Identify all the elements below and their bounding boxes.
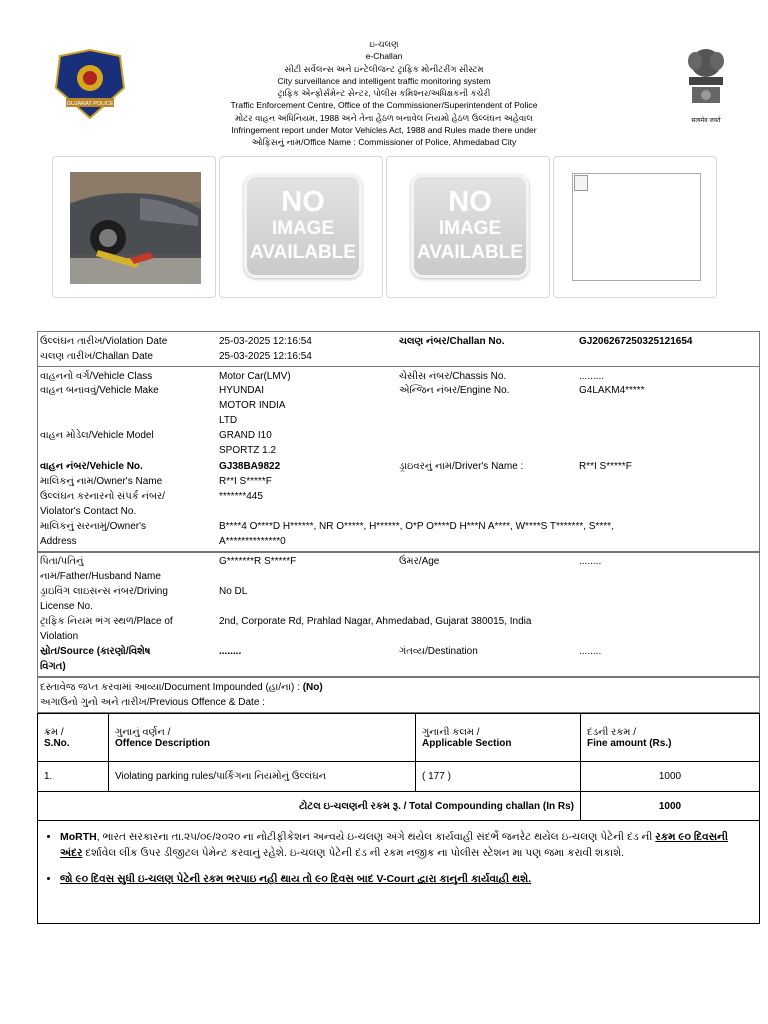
offence-description: Violating parking rules/પાર્કિંગના નિયમોનું ઉલ્લંઘન (109, 762, 416, 792)
challan-no-value: GJ206267250325121654 (579, 336, 693, 347)
col-fine-header: Fine amount (Rs.) (587, 737, 672, 749)
vehicle-make-value: HYUNDAI (219, 385, 265, 396)
father-name-label: પિતા/પતિનું (40, 556, 84, 567)
owner-name-value: R**I S*****F (219, 476, 272, 487)
challan-date-label: ચલણ તારીખ/Challan Date (40, 351, 153, 362)
col-sno-header: S.No. (44, 737, 70, 749)
chassis-value: ......... (579, 371, 605, 382)
driver-name-value: R**I S*****F (579, 461, 632, 472)
evidence-image-2 (219, 156, 383, 298)
note-deadline: રકમ ૯૦ દિવસની અંદર (60, 831, 729, 859)
age-value: ........ (579, 556, 602, 567)
vehicle-model-label: વાહન મોડેલ/Vehicle Model (40, 430, 154, 441)
document-impounded-label: દસ્તાવેજ જપ્ત કરવામાં આવ્યા/Document Impounded (હા/ના) : (40, 682, 300, 693)
total-value: 1000 (581, 792, 760, 821)
no-image-text: IMAGE (271, 218, 335, 239)
emblem-motto: सत्यमेव जयते (691, 118, 721, 124)
age-label: ઉંમર/Age (399, 556, 440, 567)
no-image-placeholder (411, 174, 529, 278)
col-desc-header: Offence Description (115, 737, 211, 749)
header-line: મોટર વાહન અધિનિયમ, 1988 અને તેના હેઠળ બનાવેલ નિયમો હેઠળ ઉલ્લંઘન અહેવાલ (235, 112, 533, 123)
note-item (60, 829, 751, 861)
no-image-placeholder (244, 174, 362, 278)
total-label: ટોટલ ઇ-ચલણની રકમ રૂ. / Total Compounding challan (In Rs) (38, 792, 581, 821)
vehicle-model-value: SPORTZ 1.2 (219, 445, 277, 456)
header-line: Traffic Enforcement Centre, Office of the Commissioner/Superintendent of Police (230, 100, 538, 111)
challan-no-label: ચલણ નંબર/Challan No. (399, 336, 505, 347)
vehicle-section (37, 366, 760, 552)
vehicle-class-label: વાહનનો વર્ગ/Vehicle Class (40, 371, 153, 382)
col-section-header: Applicable Section (422, 737, 512, 749)
no-image-text: NO (448, 186, 492, 218)
source-label: વિગત) (40, 661, 66, 672)
person-section (37, 552, 760, 677)
document-impounded-value: (No) (302, 682, 323, 693)
document-section (37, 677, 760, 713)
vehicle-make-label: વાહન બનાવવું/Vehicle Make (40, 385, 159, 396)
vehicle-model-value: GRAND I10 (219, 430, 272, 441)
offence-table-header (38, 714, 760, 762)
gujarat-police-logo-text: GUJARAT POLICE (66, 101, 114, 107)
total-row (38, 792, 760, 821)
contact-label: Violator's Contact No. (40, 506, 137, 517)
gujarat-police-logo (50, 48, 130, 120)
license-label: ડ્રાઇવિંગ લાઇસન્સ નંબર/Driving (40, 586, 168, 597)
destination-value: ........ (579, 646, 602, 657)
violation-photo (70, 172, 201, 284)
offence-table (37, 713, 760, 821)
page-header (150, 38, 618, 149)
owner-address-value: B****4 O****D H******, NR O*****, H******, O*P O****D H***N A****, W****S T*******, S****, (219, 521, 614, 532)
no-image-text: AVAILABLE (417, 242, 523, 263)
owner-address-label: Address (40, 536, 77, 547)
contact-label: ઉલ્લંઘન કરનારનો સંપર્ક નંબર/ (40, 491, 165, 502)
header-line: City surveillance and intelligent traffic monitoring system (277, 75, 491, 86)
challan-date-value: 25-03-2025 12:16:54 (219, 351, 312, 362)
vehicle-no-value: GJ38BA9822 (219, 461, 281, 472)
vehicle-class-value: Motor Car(LMV) (219, 371, 291, 382)
destination-label: ગંતવ્ય/Destination (399, 646, 478, 657)
previous-offence-label: અગાઉનો ગુનો અને તારીખ/Previous Offence & Date : (40, 697, 265, 708)
broken-image-icon (574, 175, 588, 191)
source-value: ........ (219, 646, 242, 657)
offence-section: ( 177 ) (416, 762, 581, 792)
offence-fine: 1000 (581, 762, 760, 792)
table-row (38, 762, 760, 792)
no-image-text: NO (281, 186, 325, 218)
place-label: Violation (40, 631, 79, 642)
evidence-image-3 (386, 156, 550, 298)
offence-sno: 1. (38, 762, 109, 792)
note-morth: MoRTH (60, 831, 97, 843)
col-desc-header: ગુનાનું વર્ણન / (115, 726, 171, 738)
license-value: No DL (219, 586, 248, 597)
vehicle-make-value: MOTOR INDIA (219, 400, 286, 411)
no-image-text: AVAILABLE (250, 242, 356, 263)
col-section-header: ગુનાની કલમ / (422, 726, 480, 738)
header-line: સીટી સર્વેલન્સ અને ઇન્ટેલીજન્ટ ટ્રાફિક મોનીટરીંગ સીસ્ટમ (284, 63, 484, 74)
header-line: Infringement report under Motor Vehicles Act, 1988 and Rules made there under (231, 125, 537, 136)
header-line: e-Challan (365, 51, 403, 62)
header-line: ઓફિસનું નામ/Office Name : Commissioner of Police, Ahmedabad City (251, 137, 517, 148)
source-label: સ્રોત/Source (કારણો/વિશેષ (40, 646, 151, 657)
place-label: ટ્રાફિક નિયમ ભંગ સ્થળ/Place of (40, 616, 173, 627)
owner-name-label: માલિકનું નામ/Owner's Name (40, 476, 163, 487)
violation-date-label: ઉલ્લંઘન તારીખ/Violation Date (40, 336, 168, 347)
father-name-value: G*******R S*****F (219, 556, 297, 567)
note-text: , ભારત સરકારના તા.૨૫/૦૯/૨૦૨૦ ના નોટીફીકેશન અન્વયે ઇ-ચલણ અંગે થયેલ કાર્યવાહી સંદર્ભે જનરેટ થયેલ ઇ-ચલણ પેટેની દંડ ની (96, 831, 656, 843)
engine-value: G4LAKM4***** (579, 385, 645, 396)
violation-photo-box (52, 156, 216, 298)
col-sno-header: ક્રમ / (44, 726, 64, 738)
header-line: ટ્રાફિક એન્ફોર્સમેન્ટ સેન્ટર, પોલીસ કમિશ્નર/અધિક્ષકની કચેરી (277, 88, 491, 99)
evidence-image-4 (553, 156, 717, 298)
place-value: 2nd, Corporate Rd, Prahlad Nagar, Ahmedabad, Gujarat 380015, India (219, 616, 532, 627)
note-text: દર્શાવેલ લીંક ઉપર ડીજીટલ પેમેન્ટ કરવાનું રહેશે. ઇ-ચલણ પેટેની દંડ ની રકમ નજીક ના પોલીસ સ્ટેશન મા પણ જમા કરાવી શકાશે. (82, 847, 625, 859)
violation-section (37, 331, 760, 367)
vehicle-make-value: LTD (219, 415, 238, 426)
vehicle-no-label: વાહન નંબર/Vehicle No. (40, 461, 143, 472)
notes-box (37, 820, 760, 924)
license-label: License No. (40, 601, 93, 612)
driver-name-label: ડ્રાઇવરનું નામ/Driver's Name : (399, 461, 524, 472)
col-fine-header: દંડની રકમ / (587, 726, 637, 738)
ashoka-emblem-logo (680, 45, 732, 123)
contact-value: *******445 (219, 491, 263, 502)
engine-label: એન્જિન નંબર/Engine No. (399, 385, 510, 396)
owner-address-label: માલિકનું સરનામું/Owner's (40, 521, 146, 532)
no-image-text: IMAGE (438, 218, 502, 239)
header-line: ઇ-ચલણ (369, 39, 399, 49)
violation-date-value: 25-03-2025 12:16:54 (219, 336, 312, 347)
note-vcourt-warning: જો ૯૦ દિવસ સુધી ઇ-ચલણ પેટેની રકમ ભરપાઇ નહી થાય તો ૯૦ દિવસ બાદ V-Court દ્વારા કાનુની કાર્યવાહી થશે. (60, 873, 532, 885)
owner-address-value: A**************0 (219, 536, 286, 547)
chassis-label: ચેસીસ નંબર/Chassis No. (399, 371, 507, 382)
note-item (60, 871, 751, 887)
father-name-label: નામ/Father/Husband Name (40, 571, 161, 582)
broken-image-frame (572, 173, 701, 281)
